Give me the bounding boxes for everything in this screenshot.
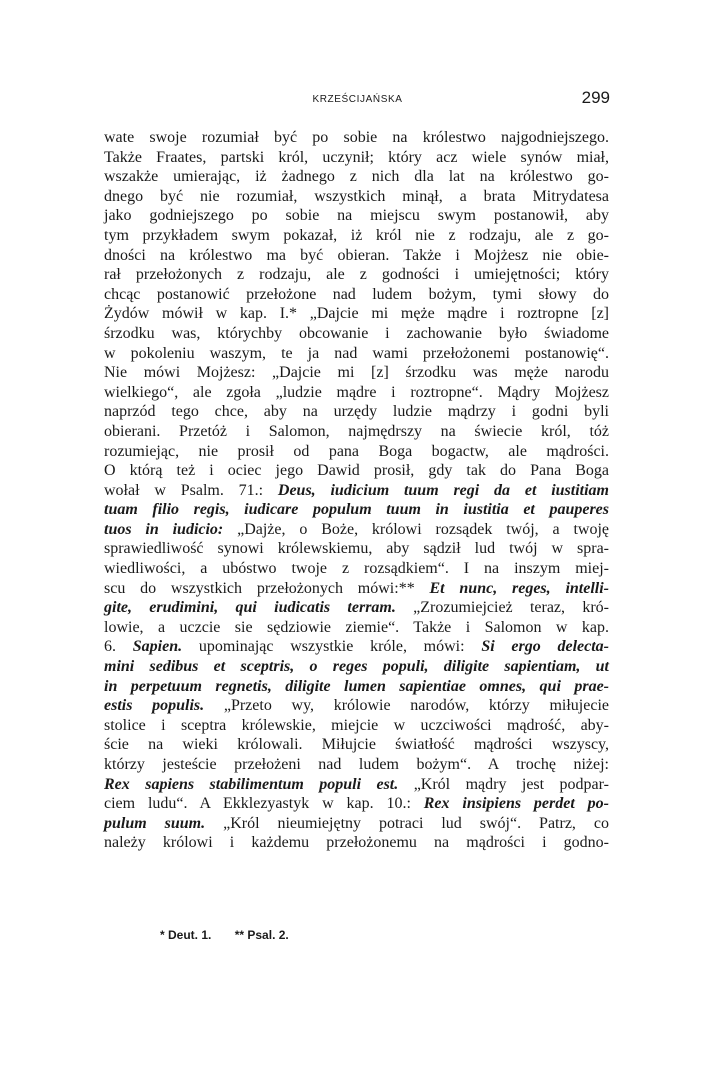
text-line [104, 461, 609, 481]
text-line [104, 520, 609, 540]
footnote-1: * Deut. 1. [160, 928, 212, 942]
text-line [104, 422, 609, 442]
latin-quote: estis populis. [104, 697, 205, 715]
line-segment: dnego być nie rozumiał, wszystkich minął, a brata Mitrydatesa [104, 187, 609, 205]
text-line [104, 794, 609, 814]
line-segment: upominając wszystkie króle, mówi: [182, 638, 482, 656]
line-segment: śrzodku was, którychby obcowanie i zachowanie było świadome [104, 324, 609, 342]
text-line [104, 383, 609, 403]
footnotes [160, 928, 309, 942]
text-line [104, 735, 609, 755]
line-segment: którzy jesteście przełożeni nad ludem bożym“. A trochę niżej: [104, 756, 609, 773]
running-title: KRZEŚCIJAŃSKA [312, 94, 403, 105]
text-line [104, 265, 609, 285]
text-line [104, 206, 609, 226]
text-line [104, 696, 609, 716]
text-line [104, 657, 609, 677]
latin-quote: tuos in iudicio: [104, 520, 224, 538]
line-segment: ście na wieki królowali. Miłujcie światłość mądrości wszyscy, [104, 736, 609, 754]
text-line [104, 579, 609, 599]
text-line [104, 716, 609, 736]
text-line [104, 128, 609, 148]
text-line [104, 500, 609, 520]
latin-quote: in perpetuum regnetis, diligite lumen sapientiae omnes, qui prae- [104, 677, 609, 695]
latin-quote: pulum suum. [104, 814, 206, 832]
line-segment: ciem ludu“. A Ekklezyastyk w kap. 10.: [104, 795, 424, 813]
line-segment: wszakże umierając, iż żadnego z nich dla lat na królestwo go- [104, 168, 609, 186]
line-segment: wołał w Psalm. 71.: [104, 481, 278, 499]
line-segment: scu do wszystkich przełożonych mówi:** [104, 579, 430, 597]
line-segment: rał przełożonych z rodzaju, ale z godności i umiejętności; który [104, 266, 609, 284]
line-segment: sprawiedliwość synowi królewskiemu, aby sądził lud twój w spra- [104, 540, 609, 558]
latin-quote: gite, erudimini, qui iudicatis terram. [104, 599, 396, 617]
latin-quote: Deus, iudicium tuum regi da et iustitiam [277, 481, 609, 499]
text-line [104, 167, 609, 187]
text-line [104, 324, 609, 344]
line-segment: wielkiego“, ale zgoła „ludzie mądre i roztropne“. Mądry Mojżesz [104, 383, 609, 401]
text-line [104, 618, 609, 638]
latin-quote: Sapien. [132, 638, 183, 656]
text-line [104, 481, 609, 501]
text-line [104, 226, 609, 246]
page-number: 299 [581, 88, 610, 107]
latin-quote: Si ergo delecta- [481, 638, 609, 656]
text-line [104, 148, 609, 168]
line-segment: „Król nieumiejętny potraci lud swój“. Patrz, co [205, 814, 609, 832]
line-segment: O którą też i ociec jego Dawid prosił, gdy tak do Pana Boga [104, 462, 609, 480]
text-line [104, 539, 609, 559]
text-line [104, 598, 609, 618]
body-text [104, 128, 609, 853]
line-segment: wiedliwości, a ubóstwo twoje z rozsądkiem“. I na inszym miej- [104, 560, 609, 578]
line-segment: należy królowi i każdemu przełożonemu na mądrości i godno- [104, 834, 609, 852]
line-segment: 6. [104, 638, 133, 656]
text-line [104, 442, 609, 462]
line-segment: dności na królestwo ma być obieran. Także i Mojżesz nie obie- [104, 246, 609, 264]
line-segment: w pokoleniu waszym, te ja nad wami przełożonemi postanowię“. [104, 344, 609, 362]
line-segment: Także Fraates, partski król, uczynił; który acz wiele synów miał, [104, 148, 609, 166]
text-line [104, 363, 609, 383]
latin-quote: Rex sapiens stabilimentum populi est. [104, 775, 399, 793]
line-segment: wate swoje rozumiał być po sobie na królestwo najgodniejszego. [104, 129, 609, 146]
text-line [104, 285, 609, 305]
text-line [104, 755, 609, 775]
text-line [104, 814, 609, 834]
latin-quote: tuam filio regis, iudicare populum tuum in iustitia et pauperes [104, 501, 609, 519]
text-line [104, 344, 609, 364]
latin-quote: Et nunc, reges, intelli- [429, 579, 609, 597]
line-segment: „Zrozumiejcież teraz, kró- [395, 599, 609, 617]
text-line [104, 304, 609, 324]
line-segment: Nie mówi Mojżesz: „Dajcie mi [z] śrzodku was męże narodu [104, 364, 609, 382]
text-line [104, 187, 609, 207]
line-segment: „Król mądry jest podpar- [398, 775, 609, 793]
text-line [104, 559, 609, 579]
line-segment: obierani. Przetóż i Salomon, najmędrszy na świecie król, tóż [104, 422, 609, 440]
text-line [104, 775, 609, 795]
line-segment: jako godniejszego po sobie na miejscu swym postanowił, aby [104, 207, 609, 225]
page-header [105, 88, 610, 112]
text-line [104, 677, 609, 697]
line-segment: naprzód tego chce, aby na urzędy ludzie mądrzy i godni byli [104, 403, 609, 421]
line-segment: chcąc postanowić przełożone nad ludem bożym, tymi słowy do [104, 285, 609, 303]
latin-quote: mini sedibus et sceptris, o reges populi, diligite sapientiam, ut [104, 658, 609, 676]
line-segment: „Przeto wy, królowie narodów, którzy miłujecie [204, 697, 609, 715]
line-segment: tym przykładem swym pokazał, iż król nie z rodzaju, ale z go- [104, 226, 609, 244]
text-line [104, 833, 609, 853]
text-line [104, 402, 609, 422]
text-line [104, 246, 609, 266]
latin-quote: Rex insipiens perdet po- [423, 795, 609, 813]
footnote-2: ** Psal. 2. [234, 928, 289, 942]
line-segment: „Dajże, o Boże, królowi rozsądek twój, a twoję [223, 520, 609, 538]
line-segment: stolice i sceptra królewskie, miejcie w uczciwości mądrość, aby- [104, 716, 609, 734]
line-segment: lowie, a uczcie sie sędziowie ziemie“. Także i Salomon w kap. [104, 618, 609, 636]
text-line [104, 637, 609, 657]
line-segment: rozumiejąc, nie prosił od pana Boga bogactw, ale mądrości. [104, 442, 609, 460]
line-segment: Żydów mówił w kap. I.* „Dajcie mi męże mądre i roztropne [z] [104, 305, 609, 323]
